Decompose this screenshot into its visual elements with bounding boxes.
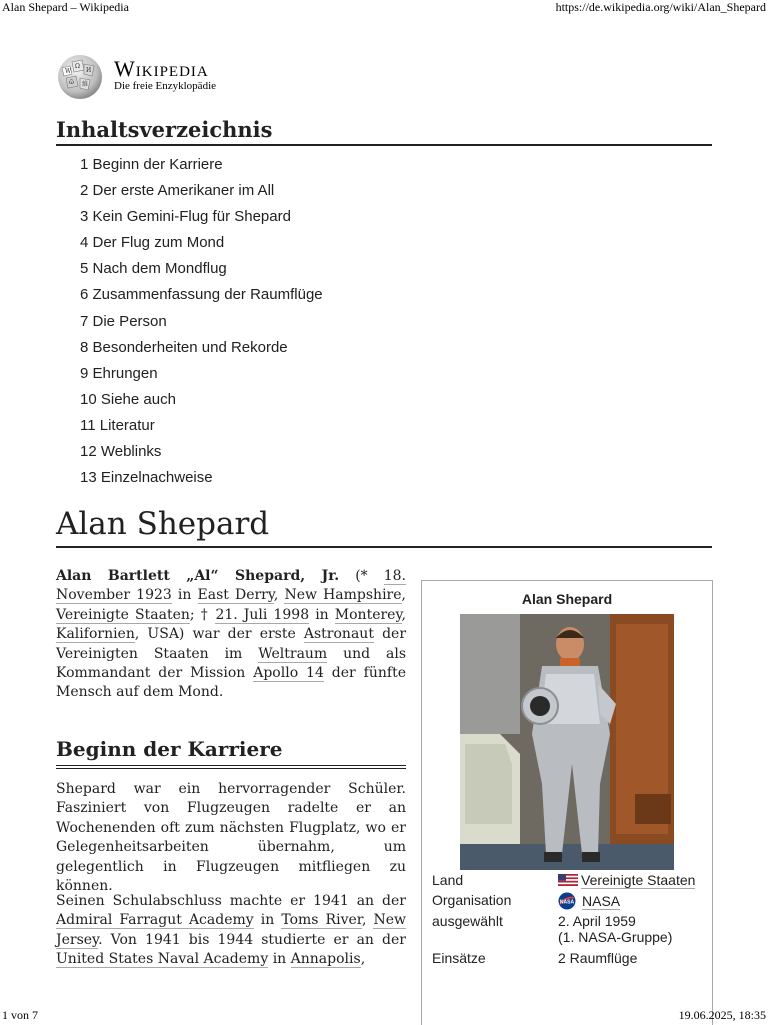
link-death-date[interactable]: 21. Juli 1998 [215,606,310,623]
wikipedia-tagline: Die freie Enzyklopädie [114,80,217,92]
intro-text: der fünfte Mensch auf dem Mond. [56,665,406,701]
svg-text:Ω: Ω [75,63,80,70]
paragraph-text: in [268,951,291,968]
svg-text:維: 維 [82,81,89,88]
wikipedia-logo[interactable] [56,54,256,100]
infobox-value: 2 Raumflüge [558,950,638,966]
link-nasa[interactable]: NASA [582,893,621,909]
infobox-key: Organisation [432,892,512,908]
astronaut-photo-image [460,614,674,870]
link-new-hampshire[interactable]: New Hampshire [284,587,402,604]
us-flag-icon [558,874,578,886]
intro-text: in [309,606,335,623]
toc-item[interactable]: 9 Ehrungen [80,364,158,382]
intro-text: , [273,587,285,604]
nasa-logo-icon [558,892,576,910]
toc-item[interactable]: 4 Der Flug zum Mond [80,234,225,252]
paragraph-text: Seinen Schulabschluss machte er 1941 an der [56,893,406,909]
print-timestamp: 19.06.2025, 18:35 [678,1008,766,1022]
intro-paragraph [56,567,406,703]
intro-text: der Vereinigten Staaten im [56,626,407,662]
svg-text:W: W [65,68,72,75]
article-title: Alan Shepard [56,506,712,548]
page-counter: 1 von 7 [2,1008,38,1022]
toc-item[interactable]: 3 Kein Gemini-Flug für Shepard [80,208,291,226]
svg-text:NASA: NASA [559,899,575,906]
paragraph-text: , [360,951,366,968]
paragraph-text: . Von 1941 bis 1944 studierte er an der [98,931,406,948]
link-astronaut[interactable]: Astronaut [303,626,374,643]
intro-text: , [401,606,406,623]
infobox-value [558,892,708,910]
toc-item[interactable]: 1 Beginn der Karriere [80,156,223,173]
toc-item[interactable]: 8 Besonderheiten und Rekorde [80,338,288,356]
link-monterey[interactable]: Monterey [334,606,402,623]
toc-item[interactable]: 7 Die Person [80,312,167,330]
link-kalifornien[interactable]: Kalifornien [56,626,135,643]
section-paragraph [56,892,406,970]
section-paragraph: Shepard war ein hervorragender Schüler. Fasziniert von Flugzeugen radelte er an Wochenenden oft zum nächsten Flugplatz, wo er Gelegenheitsarbeiten übernahm, um gelegentlich in Flugzeugen mitfliegen zu können. [56,781,406,895]
section-heading: Beginn der Karriere [56,737,406,769]
link-naval-academy[interactable]: United States Naval Academy [56,951,269,968]
link-new-jersey[interactable]: New Jersey [56,912,406,948]
infobox-key: Einsätze [432,950,486,966]
toc-item[interactable]: 6 Zusammenfassung der Raumflüge [80,286,323,304]
infobox-key: ausgewählt [432,913,503,929]
paragraph-text: in [253,912,282,929]
link-vereinigte-staaten-infobox[interactable]: Vereinigte Staaten [581,872,696,888]
toc-item[interactable]: 10 Siehe auch [80,390,176,408]
print-footer [0,1008,768,1024]
infobox-value [558,913,708,945]
print-header [0,0,768,16]
intro-text: und als Kommandant der Mission [56,645,407,682]
link-weltraum[interactable]: Weltraum [258,645,328,662]
toc-item[interactable]: 2 Der erste Amerikaner im All [80,182,275,200]
link-toms-river[interactable]: Toms River [281,912,362,929]
print-page-title: Alan Shepard – Wikipedia [2,0,129,14]
intro-text: in [171,587,198,604]
astronaut-photo[interactable] [460,614,674,870]
infobox-title: Alan Shepard [521,591,613,607]
infobox [421,580,713,1025]
intro-text: (* [339,568,384,584]
link-apollo-14[interactable]: Apollo 14 [253,665,324,682]
selection-date: 2. April 1959 [558,913,636,929]
toc-item[interactable]: 12 Weblinks [80,443,162,461]
wikipedia-wordmark: Wikipedia [114,56,209,81]
link-birth-date[interactable]: 18. November 1923 [56,568,406,604]
link-admiral-farragut-academy[interactable]: Admiral Farragut Academy [56,912,254,929]
link-annapolis[interactable]: Annapolis [290,951,361,968]
intro-text: ; † [189,606,216,623]
wikipedia-globe-icon [56,54,104,100]
toc-item[interactable]: 11 Literatur [80,416,155,434]
paragraph-text: , [361,912,374,929]
link-east-derry[interactable]: East Derry [197,587,274,604]
selection-group: (1. NASA-Gruppe) [558,929,673,945]
svg-text:И: И [86,67,92,74]
table-of-contents [80,155,323,494]
subject-name: Alan Bartlett „Al“ Shepard, Jr. [56,568,340,584]
intro-text: , USA) war der erste [134,626,304,643]
link-vereinigte-staaten[interactable]: Vereinigte Staaten [56,606,190,623]
svg-text:ῶ: ῶ [69,79,74,86]
toc-item[interactable]: 5 Nach dem Mondflug [80,260,227,278]
toc-heading: Inhaltsverzeichnis [56,117,712,146]
infobox-key: Land [432,872,464,888]
intro-text: , [401,587,406,604]
infobox-value [558,872,708,888]
toc-item[interactable]: 13 Einzelnachweise [80,469,213,487]
print-url[interactable]: https://de.wikipedia.org/wiki/Alan_Shepard [555,0,766,14]
